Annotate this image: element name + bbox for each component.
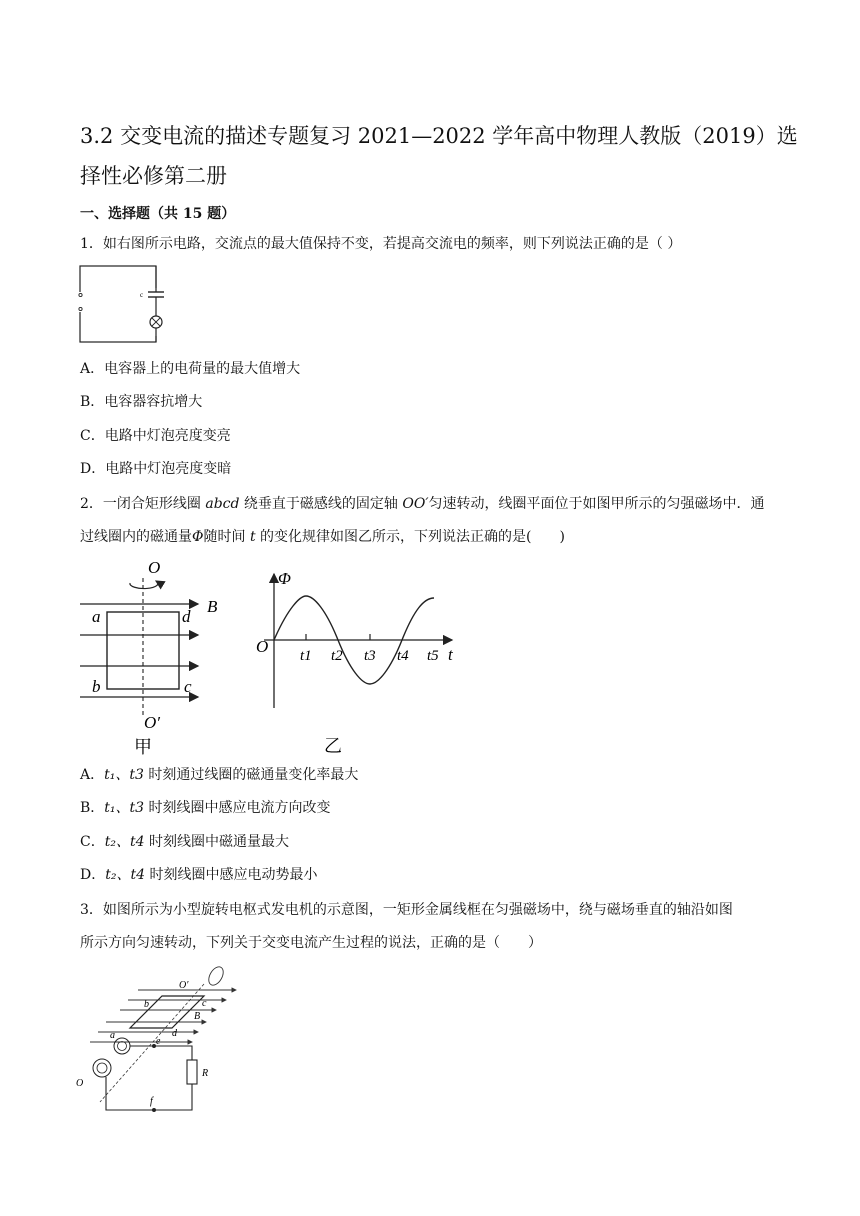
q3-label-Oprime: O′ [179,980,189,991]
q2-figure-yi [254,566,469,756]
q2-yi-tick-t4: t4 [397,648,409,664]
q3-label-R: R [202,1068,209,1079]
q2-jia-Oprime: O′ [144,713,160,732]
q2-stem-line1: 2．一闭合矩形线圈 abcd 绕垂直于磁感线的固定轴 OO′匀速转动，线圈平面位于如图甲所示的匀强磁场中．通 [80,496,765,512]
q2-stem-line2: 过线圈内的磁通量Φ随时间 t 的变化规律如图乙所示，下列说法正确的是( ) [80,529,565,545]
q2-jia-b: b [92,677,101,696]
q2-yi-origin: O [256,637,269,656]
q2-option-a: A．t₁、t3 时刻通过线圈的磁通量变化率最大 [80,767,359,783]
q2-jia-c: c [184,677,192,696]
q3-stem-line2: 所示方向匀速转动，下列关于交变电流产生过程的说法，正确的是（ ） [80,935,542,951]
q2-yi-caption: 乙 [324,736,342,756]
q2-option-d: D．t₂、t4 时刻线圈中感应电动势最小 [80,867,318,883]
q2-jia-caption: 甲 [134,737,152,757]
q1-option-b: B．电容器容抗增大 [80,394,203,410]
q2-jia-B: B [207,597,218,616]
q2-jia-O: O [148,558,161,577]
q2-yi-tick-t5: t5 [427,648,439,664]
q2-yi-tick-t2: t2 [331,648,343,664]
q3-stem-line1: 3．如图所示为小型旋转电枢式发电机的示意图，一矩形金属线框在匀强磁场中，绕与磁场垂直的轴沿如图 [80,902,733,918]
q1-option-d: D．电路中灯泡亮度变暗 [80,461,232,477]
q3-label-d: d [172,1028,177,1039]
q2-option-c: C．t₂、t4 时刻线圈中磁通量最大 [80,834,289,850]
q1-option-c: C．电路中灯泡亮度变亮 [80,428,231,444]
q2-jia-a: a [92,607,101,626]
q3-label-O: O [76,1078,84,1089]
q1-option-a: A．电容器上的电荷量的最大值增大 [80,361,301,377]
q2-option-b: B．t₁、t3 时刻线圈中感应电流方向改变 [80,800,331,816]
q2-yi-tick-t1: t1 [300,648,312,664]
q3-label-f: f [150,1096,153,1107]
q1-cap-label: c [140,291,144,299]
section-heading: 一、选择题（共 15 题） [80,206,236,222]
q1-circuit-figure [76,264,166,348]
q3-label-b: b [144,999,149,1010]
page-title: 3.2 交变电流的描述专题复习 2021—2022 学年高中物理人教版（2019）选择性必修第二册 [80,124,798,188]
q2-yi-tick-t3: t3 [364,648,376,664]
q3-label-c: c [202,998,207,1009]
q3-label-a: a [110,1030,115,1041]
q2-yi-phi: Φ [278,569,291,588]
q2-jia-d: d [182,607,191,626]
q1-stem: 1．如右图所示电路，交流点的最大值保持不变，若提高交流电的频率，则下列说法正确的是（ ） [80,236,682,252]
q2-yi-t: t [448,645,453,664]
q3-generator-figure [76,962,246,1112]
q3-label-e: e [156,1036,161,1047]
q3-label-B: B [194,1011,201,1022]
q2-figure-jia [80,556,230,756]
